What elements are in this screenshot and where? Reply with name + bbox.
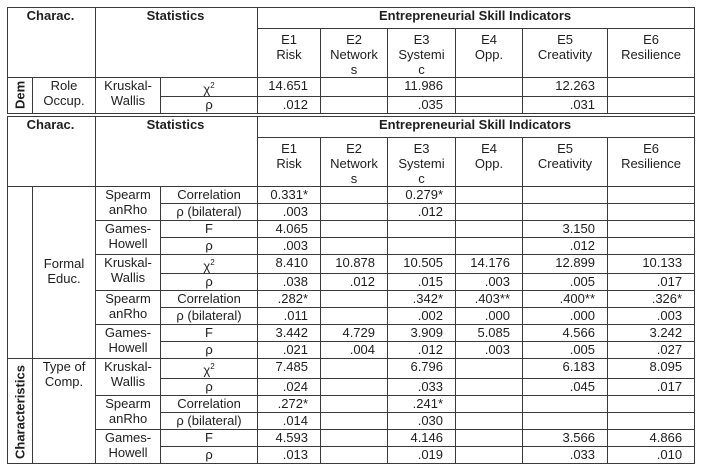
value-cell-e4 — [456, 429, 523, 446]
value-cell-e3: .012 — [388, 204, 456, 221]
value-cell-e3 — [388, 221, 456, 238]
value-cell-e2 — [321, 412, 388, 429]
test-name-cell: Spearm anRho — [96, 187, 161, 221]
value-cell-e6: .027 — [608, 342, 695, 359]
test-name-cell: Spearm anRho — [96, 395, 161, 429]
value-cell-e3: .033 — [388, 378, 456, 395]
value-cell-e3: 6.796 — [388, 359, 456, 378]
value-cell-e4: .000 — [456, 308, 523, 325]
value-cell-e6 — [608, 412, 695, 429]
table-row — [8, 395, 695, 412]
results-table-characteristics — [7, 116, 695, 464]
value-cell-e3: .012 — [388, 342, 456, 359]
value-cell-e1: .003 — [258, 238, 321, 255]
indicators-header: Entrepreneurial Skill Indicators — [258, 117, 695, 138]
value-cell-e5: 12.899 — [523, 255, 608, 274]
value-cell-e5: .012 — [523, 238, 608, 255]
value-cell-e3: .030 — [388, 412, 456, 429]
statistic-cell: ρ — [161, 238, 258, 255]
value-cell-e6: .003 — [608, 308, 695, 325]
value-cell-e4 — [456, 395, 523, 412]
value-cell-e6: 4.866 — [608, 429, 695, 446]
table-row — [8, 255, 695, 274]
value-cell-e6 — [608, 238, 695, 255]
value-cell-e2 — [321, 378, 388, 395]
value-cell-e3: .002 — [388, 308, 456, 325]
table-row — [8, 359, 695, 378]
indicator-column-e5: E5 Creativity — [523, 29, 608, 78]
indicator-column-e6: E6 Resilience — [608, 29, 695, 78]
test-name-cell: Kruskal-Wallis — [96, 255, 161, 291]
value-cell-e1: 4.593 — [258, 429, 321, 446]
value-cell-e2 — [321, 446, 388, 463]
statistics-header: Statistics — [96, 117, 258, 187]
statistic-cell: Correlation — [161, 291, 258, 308]
value-cell-e2 — [321, 291, 388, 308]
value-cell-e2 — [321, 187, 388, 204]
table-row — [8, 429, 695, 446]
value-cell-e6 — [608, 395, 695, 412]
value-cell-e2 — [321, 359, 388, 378]
table-row — [8, 187, 695, 204]
charac-header: Charac. — [8, 117, 96, 187]
statistics-header: Statistics — [96, 8, 258, 78]
value-cell-e5 — [523, 204, 608, 221]
value-cell-e4 — [456, 412, 523, 429]
table2-body — [8, 117, 695, 464]
value-cell-e5: 12.263 — [523, 78, 608, 97]
dimension-cell — [8, 187, 33, 359]
test-name-cell: Spearm anRho — [96, 291, 161, 325]
value-cell-e4 — [456, 359, 523, 378]
indicator-column-e3: E3 Systemi c — [388, 138, 456, 187]
dimension-cell-label: Dem — [12, 81, 28, 110]
value-cell-e4 — [456, 187, 523, 204]
value-cell-e1: 14.651 — [258, 78, 321, 97]
value-cell-e3: 4.146 — [388, 429, 456, 446]
statistic-cell: ρ — [161, 97, 258, 114]
value-cell-e6 — [608, 97, 695, 114]
charac-header: Charac. — [8, 8, 96, 78]
table-row — [8, 78, 695, 97]
value-cell-e6 — [608, 204, 695, 221]
value-cell-e1: .021 — [258, 342, 321, 359]
value-cell-e5: .000 — [523, 308, 608, 325]
value-cell-e4 — [456, 78, 523, 97]
value-cell-e2: 10.878 — [321, 255, 388, 274]
statistic-cell: F — [161, 429, 258, 446]
indicator-column-e2: E2 Network s — [321, 29, 388, 78]
value-cell-e6 — [608, 187, 695, 204]
test-name-cell: Games-Howell — [96, 221, 161, 255]
value-cell-e4 — [456, 221, 523, 238]
value-cell-e4 — [456, 97, 523, 114]
value-cell-e2 — [321, 204, 388, 221]
value-cell-e3: 10.505 — [388, 255, 456, 274]
indicator-column-e4: E4 Opp. — [456, 138, 523, 187]
value-cell-e5: 3.566 — [523, 429, 608, 446]
indicator-column-e3: E3 Systemi c — [388, 29, 456, 78]
value-cell-e1: .011 — [258, 308, 321, 325]
value-cell-e2 — [321, 78, 388, 97]
test-name-cell: Kruskal-Wallis — [96, 359, 161, 395]
value-cell-e3: .241* — [388, 395, 456, 412]
value-cell-e1: .014 — [258, 412, 321, 429]
dimension-cell — [8, 359, 33, 463]
value-cell-e2: .012 — [321, 274, 388, 291]
value-cell-e6: 8.095 — [608, 359, 695, 378]
value-cell-e5: .033 — [523, 446, 608, 463]
value-cell-e4 — [456, 204, 523, 221]
value-cell-e5: .400** — [523, 291, 608, 308]
value-cell-e6 — [608, 221, 695, 238]
table1-body — [8, 8, 695, 114]
statistic-cell: Correlation — [161, 395, 258, 412]
statistic-cell: $\chi^2$ — [161, 359, 258, 378]
value-cell-e5: .005 — [523, 342, 608, 359]
value-cell-e2 — [321, 308, 388, 325]
results-table-demographic — [7, 7, 695, 114]
group-cell: Type of Comp. — [33, 359, 96, 463]
value-cell-e6: .017 — [608, 378, 695, 395]
statistic-cell: ρ — [161, 342, 258, 359]
value-cell-e1: .003 — [258, 204, 321, 221]
value-cell-e1: .282* — [258, 291, 321, 308]
value-cell-e4 — [456, 378, 523, 395]
value-cell-e5 — [523, 187, 608, 204]
value-cell-e2 — [321, 238, 388, 255]
value-cell-e2 — [321, 97, 388, 114]
table-row — [8, 325, 695, 342]
value-cell-e6: .326* — [608, 291, 695, 308]
value-cell-e1: .013 — [258, 446, 321, 463]
table-row — [8, 221, 695, 238]
statistic-cell: ρ — [161, 378, 258, 395]
value-cell-e6 — [608, 78, 695, 97]
value-cell-e4: .403** — [456, 291, 523, 308]
value-cell-e5: 3.150 — [523, 221, 608, 238]
value-cell-e3: 0.279* — [388, 187, 456, 204]
value-cell-e4 — [456, 238, 523, 255]
group-cell: Formal Educ. — [33, 187, 96, 359]
value-cell-e5: 6.183 — [523, 359, 608, 378]
value-cell-e6: 10.133 — [608, 255, 695, 274]
value-cell-e6: .017 — [608, 274, 695, 291]
value-cell-e5 — [523, 395, 608, 412]
value-cell-e2: 4.729 — [321, 325, 388, 342]
value-cell-e1: 3.442 — [258, 325, 321, 342]
statistic-cell: ρ — [161, 446, 258, 463]
value-cell-e1: .038 — [258, 274, 321, 291]
value-cell-e3: 11.986 — [388, 78, 456, 97]
value-cell-e2 — [321, 429, 388, 446]
value-cell-e1: 7.485 — [258, 359, 321, 378]
value-cell-e6: .010 — [608, 446, 695, 463]
test-name-cell: Kruskal-Wallis — [96, 78, 161, 114]
value-cell-e2 — [321, 221, 388, 238]
value-cell-e1: .012 — [258, 97, 321, 114]
value-cell-e3: .035 — [388, 97, 456, 114]
indicator-column-e2: E2 Network s — [321, 138, 388, 187]
value-cell-e4: 5.085 — [456, 325, 523, 342]
table-row — [8, 291, 695, 308]
statistic-cell: ρ (bilateral) — [161, 204, 258, 221]
indicator-column-e5: E5 Creativity — [523, 138, 608, 187]
dimension-cell-label: Characteristics — [12, 364, 28, 459]
test-name-cell: Games-Howell — [96, 429, 161, 463]
header-row — [8, 117, 695, 138]
value-cell-e4: .003 — [456, 342, 523, 359]
value-cell-e1: 8.410 — [258, 255, 321, 274]
indicator-column-e6: E6 Resilience — [608, 138, 695, 187]
statistic-cell: Correlation — [161, 187, 258, 204]
test-name-cell: Games-Howell — [96, 325, 161, 359]
statistic-cell: $\chi^2$ — [161, 255, 258, 274]
value-cell-e1: .024 — [258, 378, 321, 395]
indicator-column-e1: E1 Risk — [258, 138, 321, 187]
value-cell-e3 — [388, 238, 456, 255]
statistic-cell: $\chi^2$ — [161, 78, 258, 97]
dimension-cell — [8, 78, 33, 114]
value-cell-e3: .342* — [388, 291, 456, 308]
value-cell-e4 — [456, 446, 523, 463]
value-cell-e5: .005 — [523, 274, 608, 291]
statistic-cell: ρ (bilateral) — [161, 308, 258, 325]
indicator-column-e4: E4 Opp. — [456, 29, 523, 78]
statistic-cell: F — [161, 221, 258, 238]
value-cell-e3: .019 — [388, 446, 456, 463]
value-cell-e4: 14.176 — [456, 255, 523, 274]
value-cell-e1: 0.331* — [258, 187, 321, 204]
value-cell-e6: 3.242 — [608, 325, 695, 342]
header-row — [8, 8, 695, 29]
statistic-cell: ρ (bilateral) — [161, 412, 258, 429]
statistic-cell: ρ — [161, 274, 258, 291]
value-cell-e5: .045 — [523, 378, 608, 395]
indicator-column-e1: E1 Risk — [258, 29, 321, 78]
statistic-cell: F — [161, 325, 258, 342]
value-cell-e1: 4.065 — [258, 221, 321, 238]
group-cell: Role Occup. — [33, 78, 96, 114]
value-cell-e2: .004 — [321, 342, 388, 359]
value-cell-e5: 4.566 — [523, 325, 608, 342]
value-cell-e1: .272* — [258, 395, 321, 412]
value-cell-e5: .031 — [523, 97, 608, 114]
value-cell-e3: 3.909 — [388, 325, 456, 342]
value-cell-e4: .003 — [456, 274, 523, 291]
indicators-header: Entrepreneurial Skill Indicators — [258, 8, 695, 29]
value-cell-e3: .015 — [388, 274, 456, 291]
value-cell-e2 — [321, 395, 388, 412]
value-cell-e5 — [523, 412, 608, 429]
